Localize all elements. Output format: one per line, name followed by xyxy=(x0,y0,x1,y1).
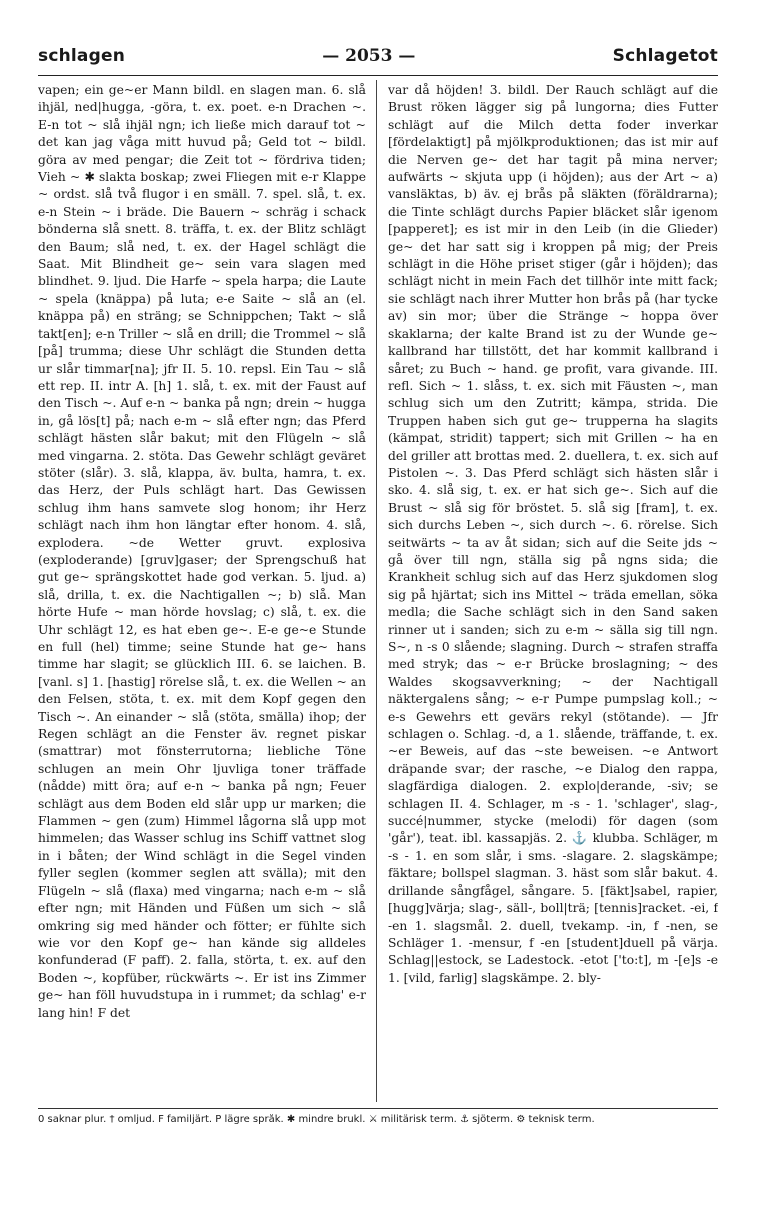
page-number: — 2053 — xyxy=(322,46,416,66)
page-header xyxy=(38,46,718,72)
left-column-text: vapen; ein ge~er Mann bildl. en slagen man. 6. slå ihjäl, ned|hugga, -göra, t. ex. poet. e-n Drachen ~. E-n tot ~ slå ihjäl ngn; ich ließe mich darauf tot ~ det kan jag våga mitt huvud på; Geld tot ~ bildl. göra av med pengar; die Zeit tot ~ fördriva tiden; Vieh ~ ✱ slakta boskap; zwei Fliegen mit e-r Klappe ~ ordst. slå två flugor i en smäll. 7. spel. slå, t. ex. e-n Stein ~ i bräde. Die Bauern ~ schräg i schack bönderna slå snett. 8. träffa, t. ex. der Blitz schlägt den Baum; slå ned, t. ex. der Hagel schlägt die Saat. Mit Blindheit ge~ sein vara slagen med blindhet. 9. ljud. Die Harfe ~ spela harpa; die Laute ~ spela (knäppa) på luta; e-e Saite ~ slå an (el. knäppa på) en sträng; se Schnippchen; Takt ~ slå takt[en]; e-n Triller ~ slå en drill; die Trommel ~ slå [på] trumma; diese Uhr schlägt die Stunden detta ur slår timmar[na]; jfr II. 5. 10. repsl. Ein Tau ~ slå ett rep. II. intr A. [h] 1. slå, t. ex. mit der Faust auf den Tisch ~. Auf e-n ~ banka på ngn; drein ~ hugga in, gå lös[t] på; nach e-m ~ slå efter ngn; das Pferd schlägt hästen slår bakut; mit den Flügeln ~ slå med vingarna. 2. stöta. Das Gewehr schlägt geväret stöter (slår). 3. slå, klappa, äv. bulta, hamra, t. ex. das Herz, der Puls schlägt hart. Das Gewissen schlug ihm hans samvete slog honom; ihr Herz schlägt nach ihm hon längtar efter honom. 4. slå, explodera. ~de Wetter gruvt. explosiva (exploderande) [gruv]gaser; der Sprengschuß hat gut ge~ sprängskottet hade god verkan. 5. ljud. a) slå, drilla, t. ex. die Nachtigallen ~; b) slå. Man hörte Hufe ~ man hörde hovslag; c) slå, t. ex. die Uhr schlägt 12, es hat eben ge~. E-e ge~e Stunde en full (hel) timme; seine Stunde hat ge~ hans timme har slagit; se glücklich III. 6. se laichen. B. [vanl. s] 1. [hastig] rörelse slå, t. ex. die Wellen ~ an den Felsen, stöta, t. ex. mit dem Kopf gegen den Tisch ~. An einander ~ slå (stöta, smälla) ihop; der Regen schlägt an die Fenster äv. regnet piskar (smattrar) mot fönsterrutorna; liebliche Töne schlugen an mein Ohr ljuvliga toner träffade (nådde) mitt öra; auf e-n ~ banka på ngn; Feuer schlägt aus dem Boden eld slår upp ur marken; die Flammen ~ gen (zum) Himmel lågorna slå upp mot himmelen; das Wasser schlug ins Schiff vattnet slog in i båten; der Wind schlägt in die Segel vinden fyller seglen (kommer seglen att svälla); mit den Flügeln ~ slå (flaxa) med vingarna; nach e-m ~ slå efter ngn; mit Händen und Füßen um sich ~ slå omkring sig med händer och fötter; er fühlte sich wie vor den Kopf ge~ han kände sig alldeles konfunderad (F paff). 2. falla, störta, t. ex. auf den Boden ~, kopfüber, rückwärts ~. Er ist ins Zimmer ge~ han föll huvudstupa in i rummet; da schlag' e-r lang hin! F det xyxy=(38,83,366,1020)
footnote-rule xyxy=(38,1108,718,1109)
column-divider xyxy=(376,80,377,1102)
abbreviation-legend: 0 saknar plur. † omljud. F familjärt. P lägre språk. ✱ mindre brukl. ⚔ militärisk term. ⚓ sjöterm. ⚙ teknisk term. xyxy=(38,1114,595,1125)
left-headword: schlagen xyxy=(38,46,125,66)
right-headword: Schlagetot xyxy=(612,46,718,66)
header-rule xyxy=(38,75,718,76)
right-column-text: var då höjden! 3. bildl. Der Rauch schlägt auf die Brust röken lägger sig på lungorna; dies Futter schlägt auf die Milch detta foder inverkar [fördelaktigt] på mjölkproduktionen; das ist mir auf die Nerven ge~ det har tagit på mina nerver; aufwärts ~ skjuta upp (i höjden); aus der Art ~ a) vansläktas, b) äv. ej brås på släkten (föräldrarna); die Tinte schlägt durchs Papier bläcket slår igenom [papperet]; es ist mir in den Leib (in die Glieder) ge~ det har satt sig i kroppen på mig; der Preis schlägt in die Höhe priset stiger (går i höjden); das schlägt nicht in mein Fach det tillhör inte mitt fack; sie schlägt nach ihrer Mutter hon brås på (har tycke av) sin mor; über die Stränge ~ hoppa över skaklarna; der kalte Brand ist zu der Wunde ge~ kallbrand har tillstött, det har kommit kallbrand i såret; zu Buch ~ hand. ge profit, vara givande. III. refl. Sich ~ 1. slåss, t. ex. sich mit Fäusten ~, man schlug sich um den Zutritt; kämpa, strida. Die Truppen haben sich gut ge~ trupperna ha slagits (kämpat, stridit) tappert; sich mit Grillen ~ ha en del griller att brottas med. 2. duellera, t. ex. sich auf Pistolen ~. 3. Das Pferd schlägt sich hästen slår i sko. 4. slå sig, t. ex. er hat sich ge~. Sich auf die Brust ~ slå sig för bröstet. 5. slå sig [fram], t. ex. sich durchs Leben ~, sich durch ~. 6. rörelse. Sich seitwärts ~ ta av åt sidan; sich auf die Seite jds ~ gå över till ngn, ställa sig på ngns sida; die Krankheit schlug sich auf das Herz sjukdomen slog sig på hjärtat; sich ins Mittel ~ träda emellan, söka medla; die Sache schlägt sich in den Sand saken rinner ut i sanden; sich zu e-m ~ sälla sig till ngn. S~, n -s 0 slående; slagning. Durch ~ strafen straffa med stryk; das ~ e-r Brücke broslagning; ~ des Waldes skogsavverkning; ~ der Nachtigall näktergalens sång; ~ e-r Pumpe pumpslag koll.; ~ e-s Gewehrs ett gevärs rekyl (stötande). — Jfr schlagen o. Schlag. -d, a 1. slående, träffande, t. ex. ~er Beweis, auf das ~ste beweisen. ~e Antwort dräpande svar; der rasche, ~e Dialog den rappa, slagfärdiga dialogen. 2. explo|derande, -siv; se schlagen II. 4. Schlager, m -s - 1. 'schlager', slag-, succé|nummer, stycke (melodi) för dagen (som 'går'), teat. ibl. kassapjäs. 2. ⚓ klubba. Schläger, m -s - 1. en som slår, i sms. -slagare. 2. slagskämpe; fäktare; bollspel slagman. 3. häst som slår bakut. 4. drillande sångfågel, sångare. 5. [fäkt]sabel, rapier, [hugg]värja; slag-, säll-, boll|trä; [tennis]racket. -ei, f -en 1. slagsmål. 2. duell, tvekamp. -in, f -nen, se Schläger 1. -mensur, f -en [student]duell på värja. Schlag||estock, se Ladestock. -etot ['to:t], m -[e]s -e 1. [vild, farlig] slagskämpe. 2. bly- xyxy=(388,83,718,985)
